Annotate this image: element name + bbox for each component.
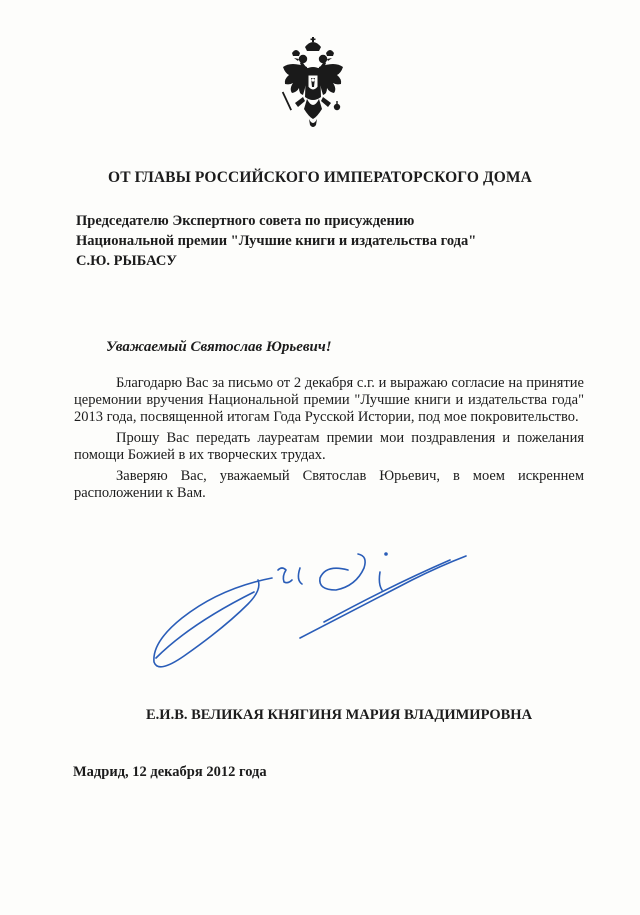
addressee-line-2: Национальной премии "Лучшие книги и издательства года" (76, 233, 477, 249)
signer-name: Е.И.В. ВЕЛИКАЯ КНЯГИНЯ МАРИЯ ВЛАДИМИРОВНА (146, 707, 533, 723)
body-paragraph-3: Заверяю Вас, уважаемый Святослав Юрьевич, в моем искреннем расположении к Вам. (74, 468, 584, 501)
double-headed-eagle-icon (281, 37, 345, 129)
salutation: Уважаемый Святослав Юрьевич! (106, 339, 332, 355)
place-and-date: Мадрид, 12 декабря 2012 года (73, 764, 267, 780)
body-paragraph-2: Прошу Вас передать лауреатам премии мои поздравления и пожелания помощи Божией в их творческих трудах. (74, 430, 584, 463)
letter-heading: ОТ ГЛАВЫ РОССИЙСКОГО ИМПЕРАТОРСКОГО ДОМА (108, 169, 532, 186)
handwritten-signature-icon (150, 540, 480, 690)
body-paragraph-1: Благодарю Вас за письмо от 2 декабря с.г. и выражаю согласие на принятие церемонии вручения Национальной премии "Лучшие книги и издательства года" 2013 года, посвященной итогам Года Русской Истории, под мое покровительство. (74, 375, 584, 425)
addressee-line-3: С.Ю. РЫБАСУ (76, 253, 177, 269)
addressee-line-1: Председателю Экспертного совета по присуждению (76, 213, 415, 229)
letter-body (74, 375, 584, 506)
addressee-block (76, 211, 596, 271)
